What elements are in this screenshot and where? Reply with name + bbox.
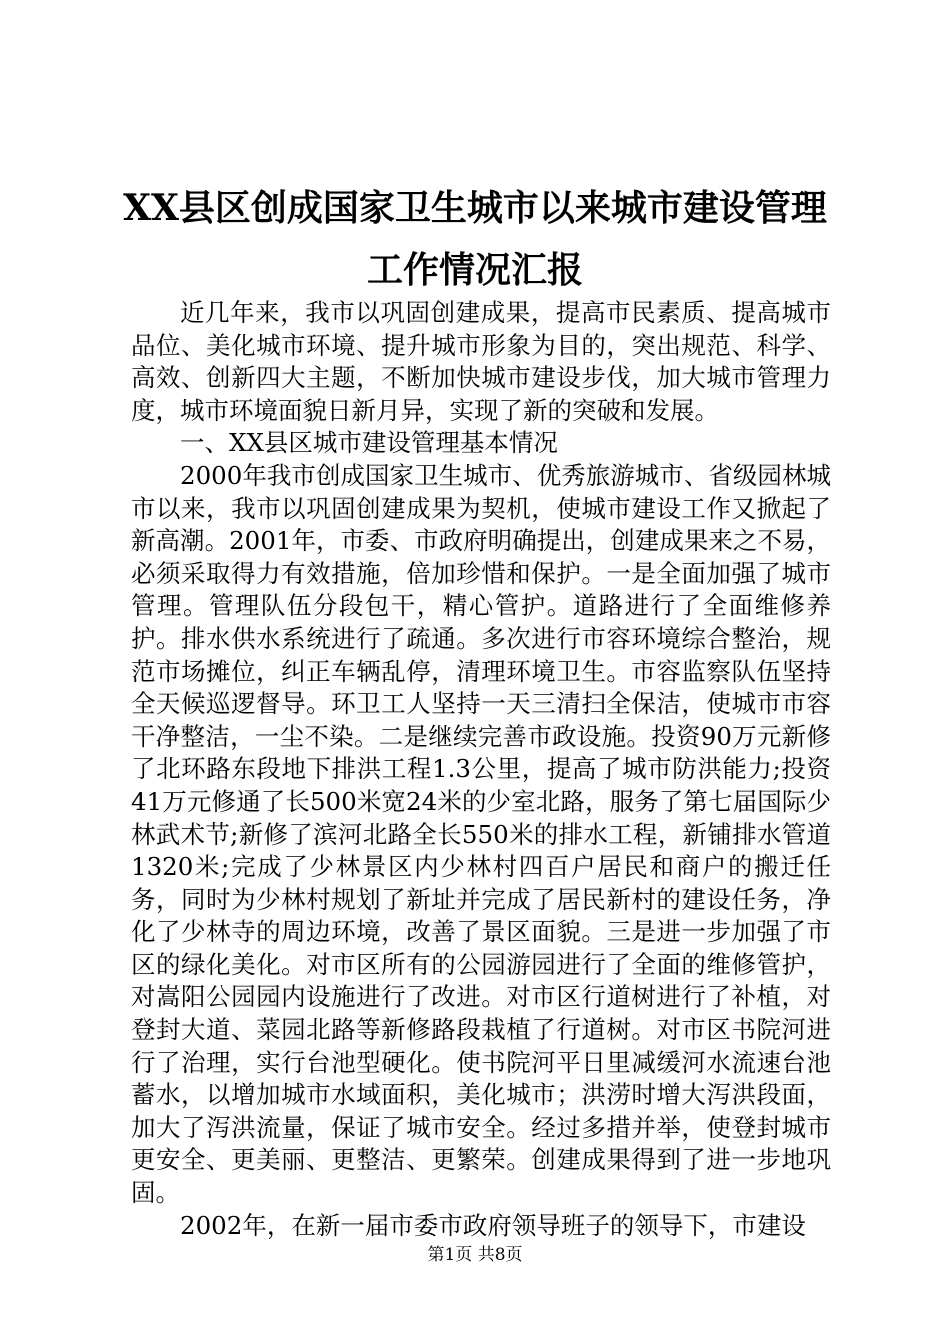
document-body (131, 297, 831, 1242)
page-number: 第1页 共8页 (427, 1245, 523, 1265)
document-title-line-2: 工作情况汇报 (366, 249, 583, 291)
document-title-line-1: XX县区创成国家卫生城市以来城市建设管理 (123, 187, 827, 229)
paragraph-main: 2000年我市创成国家卫生城市、优秀旅游城市、省级园林城市以来，我市以巩固创建成果为契机，使城市建设工作又掀起了新高潮。2001年，市委、市政府明确提出，创建成果来之不易，必须采取得力有效措施，倍加珍惜和保护。一是全面加强了城市管理。管理队伍分段包干，精心管护。道路进行了全面维修养护。排水供水系统进行了疏通。多次进行市容环境综合整治，规范市场摊位，纠正车辆乱停，清理环境卫生。市容监察队伍坚持全天候巡逻督导。环卫工人坚持一天三清扫全保洁，使城市市容干净整洁，一尘不染。二是继续完善市政设施。投资90万元新修了北环路东段地下排洪工程1.3公里，提高了城市防洪能力;投资41万元修通了长500米宽24米的少室北路，服务了第七届国际少林武术节;新修了滨河北路全长550米的排水工程，新铺排水管道1320米;完成了少林景区内少林村四百户居民和商户的搬迁任务，同时为少林村规划了新址并完成了居民新村的建设任务，净化了少林寺的周边环境，改善了景区面貌。三是进一步加强了市区的绿化美化。对市区所有的公园游园进行了全面的维修管护，对嵩阳公园园内设施进行了改进。对市区行道树进行了补植，对登封大道、菜园北路等新修路段栽植了行道树。对市区书院河进行了治理，实行台池型硬化。使书院河平日里减缓河水流速台池蓄水，以增加城市水域面积，美化城市；洪涝时增大泻洪段面，加大了泻洪流量，保证了城市安全。经过多措并举，使登封城市更安全、更美丽、更整洁、更繁荣。创建成果得到了进一步地巩固。 (131, 460, 831, 1208)
paragraph-intro: 近几年来，我市以巩固创建成果，提高市民素质、提高城市品位、美化城市环境、提升城市形象为目的，突出规范、科学、高效、创新四大主题，不断加快城市建设步伐，加大城市管理力度，城市环境面貌日新月异，实现了新的突破和发展。 (131, 298, 831, 425)
paragraph-continued: 2002年，在新一届市委市政府领导班子的领导下，市建设 (180, 1210, 806, 1240)
section-heading: 一、XX县区城市建设管理基本情况 (180, 428, 558, 458)
